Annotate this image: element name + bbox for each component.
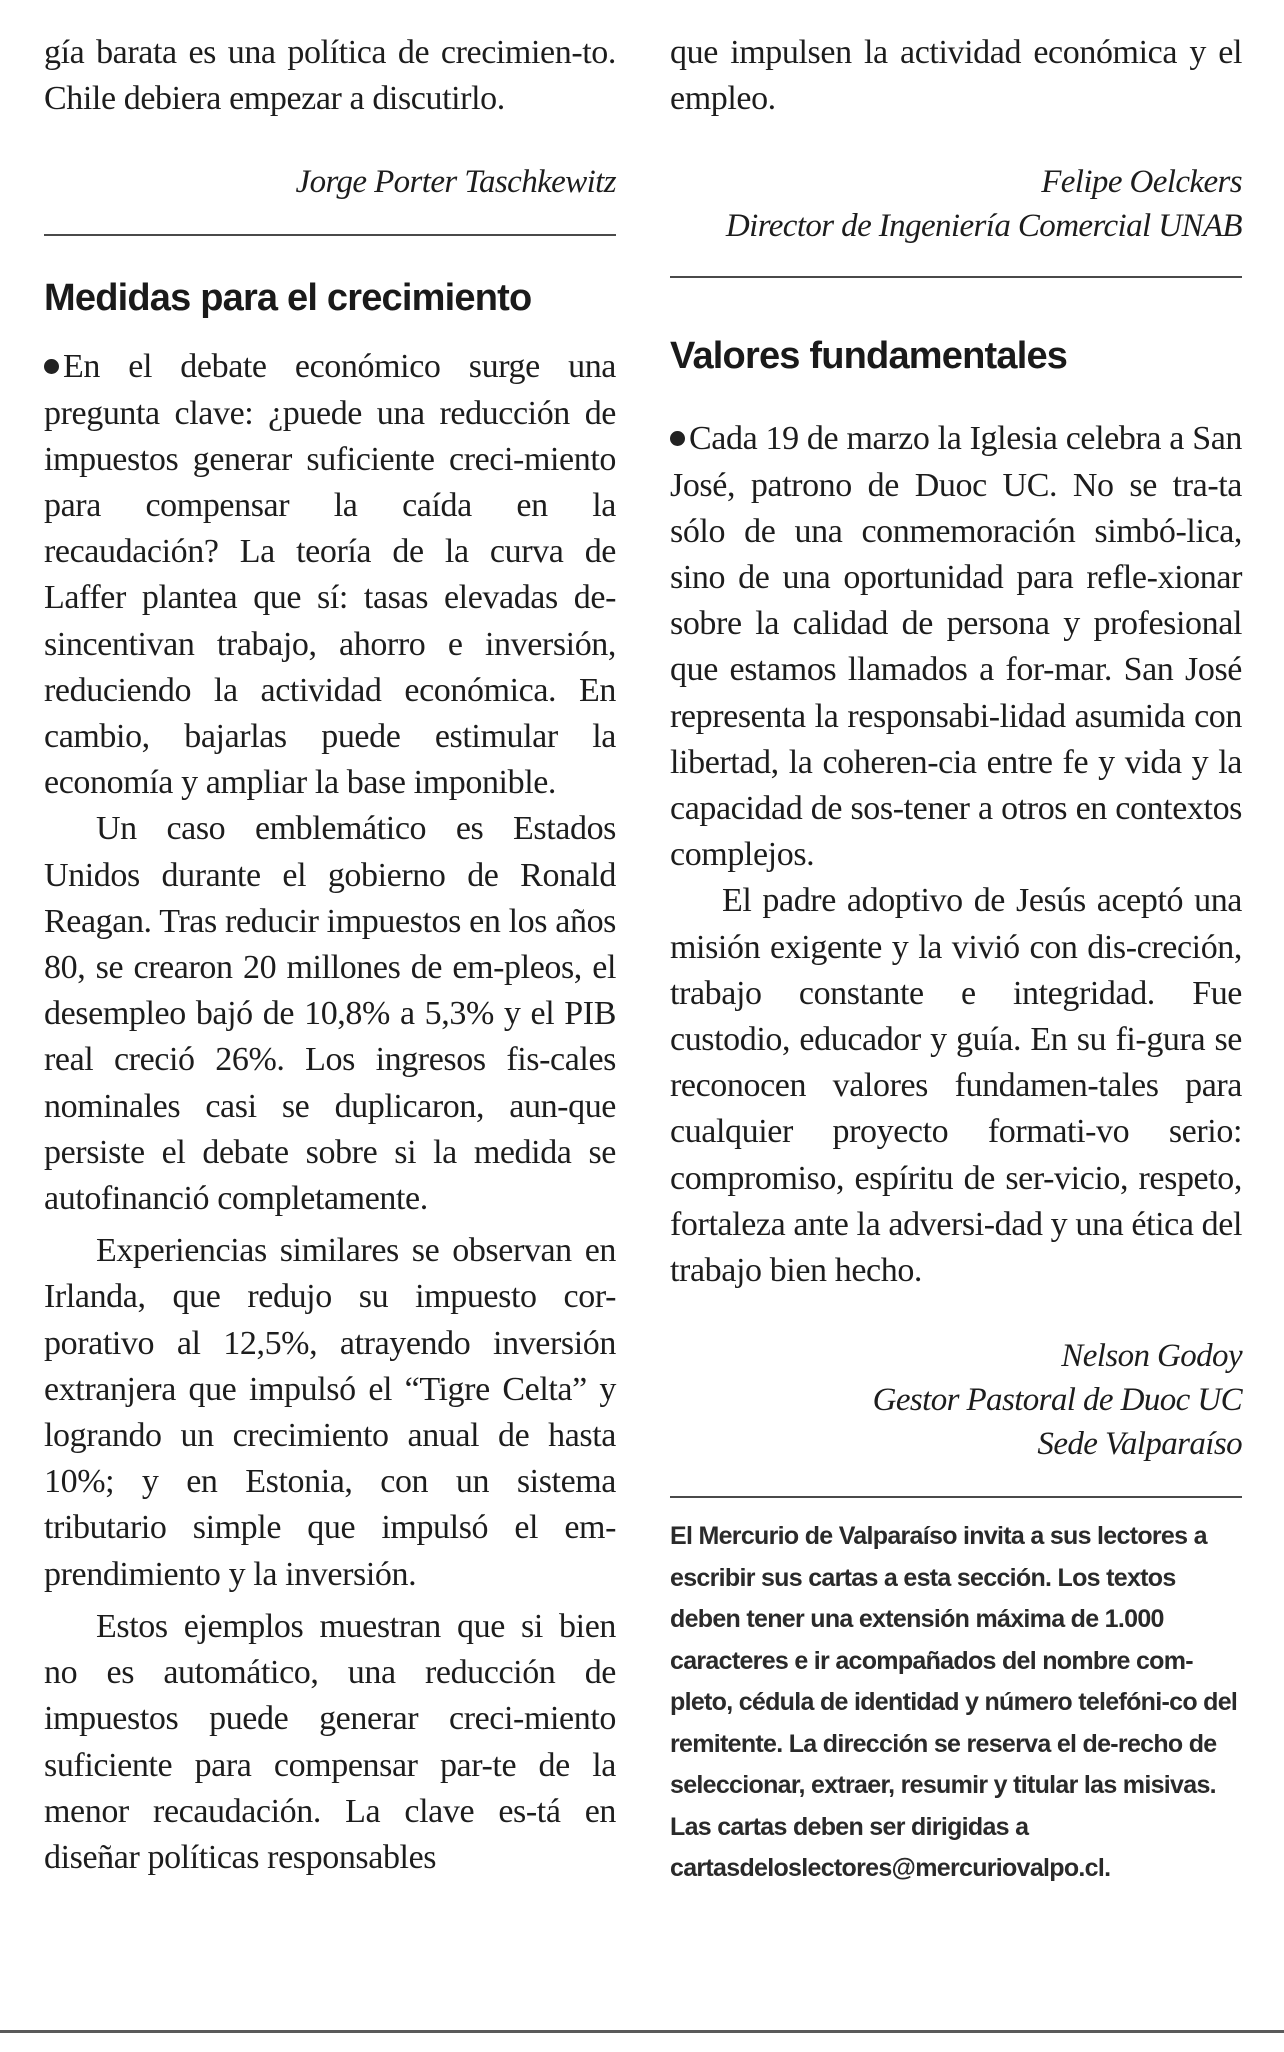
right-signature-title: Director de Ingeniería Comercial UNAB xyxy=(725,208,1242,245)
left-paragraph-2: Un caso emblemático es Estados Unidos durante el gobierno de Ronald Reagan. Tras reducir impuestos en los años 80, se crearon 20 millones de em-pleos, el desempleo bajó de 10,8% a 5,3% y el PIB real creció 26%. Los ingresos fis-cales nominales casi se duplicaron, aun-que persiste el debate sobre si la medida se autofinanció completamente. xyxy=(44,810,616,1218)
left-continuation-text: gía barata es una política de crecimien-to. Chile debiera empezar a discutirlo. xyxy=(44,34,616,118)
left-headline: Medidas para el crecimiento xyxy=(44,277,532,320)
right-column xyxy=(670,30,1242,1890)
bullet-icon xyxy=(670,431,685,446)
left-paragraph-3: Experiencias similares se observan en Irlanda, que redujo su impuesto cor-porativo al 12,5%, atrayendo inversión extranjera que impulsó el “Tigre Celta” y logrando un crecimiento anual de hasta 10%; y en Estonia, con un sistema tributario simple que impulsó el em-prendimiento y la inversión. xyxy=(44,1232,616,1593)
bullet-icon xyxy=(44,359,59,374)
left-signature-name: Jorge Porter Taschkewitz xyxy=(295,164,616,201)
right-signature2-title: Gestor Pastoral de Duoc UC xyxy=(872,1382,1242,1419)
page-bottom-rule xyxy=(0,2030,1284,2033)
right-signature-name: Felipe Oelckers xyxy=(1041,164,1242,201)
right-signature2-name: Nelson Godoy xyxy=(1061,1338,1242,1375)
left-column xyxy=(44,30,616,1881)
right-signature2-place: Sede Valparaíso xyxy=(1037,1426,1242,1463)
left-paragraph-1: En el debate económico surge una pregunta clave: ¿puede una reducción de impuestos generar suficiente creci-miento para compensar la caída en la recaudación? La teoría de la curva de Laffer plantea que sí: tasas elevadas de-sincentivan trabajo, ahorro e inversión, reduciendo la actividad económica. En cambio, bajarlas puede estimular la economía y ampliar la base imponible. xyxy=(44,348,616,802)
right-headline: Valores fundamentales xyxy=(670,335,1068,378)
right-continuation-text: que impulsen la actividad económica y el empleo. xyxy=(670,34,1242,118)
left-paragraph-4: Estos ejemplos muestran que si bien no es automático, una reducción de impuestos puede generar creci-miento suficiente para compensar par-te de la menor recaudación. La clave es-tá en diseñar políticas responsables xyxy=(44,1607,616,1876)
right-paragraph-1: Cada 19 de marzo la Iglesia celebra a San José, patrono de Duoc UC. No se tra-ta sólo de una conmemoración simbó-lica, sino de una oportunidad para refle-xionar sobre la calidad de persona y profesional que estamos llamados a for-mar. San José representa la responsabi-lidad asumida con libertad, la coheren-cia entre fe y vida y la capacidad de sos-tener a otros en contextos complejos. xyxy=(670,420,1242,874)
right-paragraph-2: El padre adoptivo de Jesús aceptó una misión exigente y la vivió con dis-creción, trabajo constante e integridad. Fue custodio, educador y guía. En su fi-gura se reconocen valores fundamen-tales para cualquier proyecto formati-vo serio: compromiso, espíritu de ser-vicio, respeto, fortaleza ante la adversi-dad y una ética del trabajo bien hecho. xyxy=(670,882,1242,1290)
submission-notice: El Mercurio de Valparaíso invita a sus lectores a escribir sus cartas a esta sección. Los textos deben tener una extensión máxima de 1.000 caracteres e ir acompañados del nombre com-pleto, cédula de identidad y número telefóni-co del remitente. La dirección se reserva el de-recho de seleccionar, extraer, resumir y titular las misivas. Las cartas deben ser dirigidas a cartasdeloslectores@mercuriovalpo.cl. xyxy=(670,1522,1238,1883)
